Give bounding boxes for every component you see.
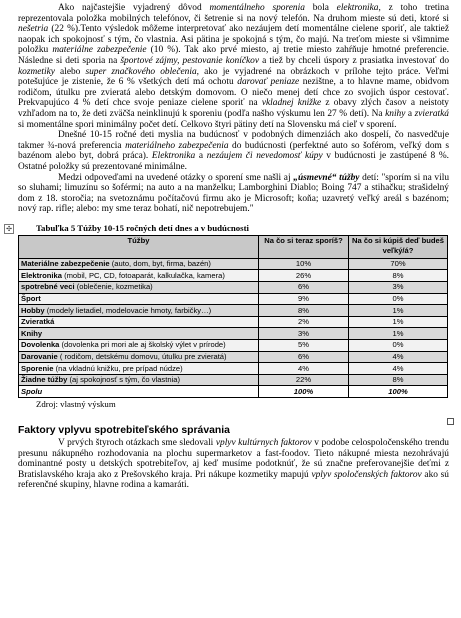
table-row <box>19 258 448 270</box>
wish-category: Materiálne zabezpečenie <box>21 259 110 269</box>
text-run: v budúcnosti je zastúpené 8 %. Ostatné položky sú prezentované minimálne. <box>18 151 449 172</box>
table-row <box>19 282 448 294</box>
total-label: Spolu <box>19 386 259 398</box>
wish-examples: (na vkladnú knižku, pre prípad núdze) <box>53 363 183 373</box>
saving-now-value: 8% <box>259 305 349 317</box>
wish-cell <box>19 340 259 352</box>
buy-future-value: 8% <box>349 270 448 282</box>
text-run: nezištne, a to hlavne mame, obidvom rodičom, útulku pre zvieratá alebo detským domovom. O niečo menej detí chce zo svojich úspor cestovať. Prekvapujúco 4 % detí chce svoje peniaze cielene sporiť na <box>18 77 449 109</box>
text-run: vplyv spoločenských faktorov <box>311 469 422 480</box>
text-run: a tiež by chceli úspory z prasiatka investovať do <box>259 55 450 66</box>
table-header-row <box>19 235 448 258</box>
text-run: a <box>405 108 415 119</box>
text-run: alebo <box>54 66 86 77</box>
table-row <box>19 328 448 340</box>
saving-now-value: 9% <box>259 293 349 305</box>
wish-cell <box>19 258 259 270</box>
text-run: a <box>195 151 207 162</box>
saving-now-value: 2% <box>259 316 349 328</box>
buy-future-value: 4% <box>349 351 448 363</box>
paragraph-current-saving <box>18 3 449 130</box>
table-source: Zdroj: vlastný výskum <box>36 399 116 409</box>
wish-examples: (mobil, PC, CD, fotoaparát, kalkulačka, kamera) <box>61 270 225 280</box>
table-row <box>19 270 448 282</box>
saving-now-value: 6% <box>259 351 349 363</box>
text-run: detí: "sporím si na vilu so sluhami; limuzínu so šoférmi; na auto a na manželku; Lamborghini Diablo; Boing 747 a stihačku; strašidelný dom z 18. storočia; na svetoznámu počítačovú firmu ako je Microsoft; koňa; uzavretý veľký areál s bazénom; <box>18 172 450 204</box>
text-run: materiálne zabezpečenie <box>52 45 147 56</box>
wish-examples: ( rodičom, detskému domovu, útulku pre zvieratá) <box>57 351 227 361</box>
text-run: Ako najčastejšie vyjadrený dôvod <box>58 3 210 13</box>
text-run: „úsmevné“ túžby <box>293 172 360 183</box>
wish-cell <box>19 374 259 386</box>
wish-examples: (aj spokojnosť s tým, čo vlastnia) <box>67 375 180 385</box>
total-future: 100% <box>349 386 448 398</box>
wishes-table <box>18 235 448 398</box>
total-now: 100% <box>259 386 349 398</box>
text-run: do budúcnosti (perfektné auto so šoférom, veľký dom s bazénom alebo byt, dobrá práca). <box>18 140 449 162</box>
text-run: V prvých štyroch otázkach sme sledovali <box>58 438 216 448</box>
wish-cell <box>19 293 259 305</box>
text-run: Medzi odpoveďami na uvedené otázky o sporení sme našli aj <box>58 172 294 183</box>
wish-examples: (dovolenka pri mori ale aj školský výlet v prírode) <box>59 340 226 350</box>
table-move-handle-icon[interactable]: ✣ <box>4 224 14 234</box>
saving-now-value: 3% <box>259 328 349 340</box>
header-saving-now: Na čo si teraz sporíš? <box>259 235 349 258</box>
text-run: super značkového oblečenia, <box>85 66 199 77</box>
paragraph-future-wishes <box>18 130 449 172</box>
text-run: darovať peniaze <box>237 77 300 88</box>
buy-future-value: 70% <box>349 258 448 270</box>
wish-examples: (modely lietadiel, modelovacie hmoty, farbičky…) <box>44 305 212 315</box>
wish-category: Hobby <box>21 305 45 315</box>
wish-cell <box>19 305 259 317</box>
text-run: nešetria <box>18 24 49 35</box>
wish-examples: (auto, dom, byt, firma, bazén) <box>109 259 211 269</box>
table-resize-handle[interactable] <box>447 418 454 425</box>
wish-examples: (oblečenie, kozmetika) <box>74 282 153 292</box>
buy-future-value: 1% <box>349 305 448 317</box>
text-run: materiálneho zabezpečenia <box>125 140 229 151</box>
table-row <box>19 351 448 363</box>
wish-cell <box>19 328 259 340</box>
header-wishes: Túžby <box>19 235 259 258</box>
buy-future-value: 0% <box>349 340 448 352</box>
text-run: knihy <box>385 108 406 119</box>
wish-category: Darovanie <box>21 351 58 361</box>
text-run: zvieratká <box>414 108 449 119</box>
wish-cell <box>19 316 259 328</box>
table-container <box>6 222 449 409</box>
paragraph-funny-wishes <box>18 173 449 215</box>
table-row <box>19 374 448 386</box>
saving-now-value: 6% <box>259 282 349 294</box>
saving-now-value: 22% <box>259 374 349 386</box>
text-run: (22 %).Tento výsledok môžeme interpretovať ako nezáujem detí momentálne cielene sporiť, ale taktiež naopak ich spokojnosť s tým, čo vlastnia. Asi pätina je spokojná s tým, čo majú. Na treťom mieste si všimnime položku <box>18 24 449 56</box>
paragraph-influence-factors <box>18 438 449 491</box>
saving-now-value: 5% <box>259 340 349 352</box>
wish-category: Sporenie <box>21 363 54 373</box>
text-run: ako je vyjadrené na obrázkoch v prílohe tejto práce. Veľmi potešujúce je zistenie, že 6 % všetkých detí má ochotu <box>18 66 449 88</box>
table-row <box>19 293 448 305</box>
table-row <box>19 340 448 352</box>
table-caption: Tabuľka 5 Túžby 10-15 ročných detí dnes a v budúcnosti <box>36 222 249 233</box>
text-run: vplyv kultúrnych faktorov <box>215 438 312 448</box>
text-run: momentálneho sporenia <box>209 3 305 13</box>
document-page <box>6 3 450 491</box>
header-buy-future: Na čo si kúpiš deď budeš veľký/á? <box>349 235 448 258</box>
text-run: bola <box>304 3 337 13</box>
text-run: nezáujem či nevedomosť kúpy <box>206 151 323 162</box>
buy-future-value: 4% <box>349 363 448 375</box>
wish-cell <box>19 351 259 363</box>
text-run: elektronika, <box>336 3 381 13</box>
wish-cell <box>19 363 259 375</box>
text-run: z toho tretina reprezentovala položka mobilných telefónov, či šetrenie si na nový telefón. Na druhom mieste sú deti, ktoré si <box>18 3 449 24</box>
text-run: (10 %). Tak ako prvé miesto, aj tretie miesto zahŕňuje hmotné preferencie. Následne si deti sporia na <box>18 45 449 66</box>
buy-future-value: 1% <box>349 328 448 340</box>
text-run: vkladnej knižke <box>261 98 322 109</box>
text-run: v podobe celospoločenského trendu presunu nákupného rozhodovania na plochu supermarketov a fast-foodov. Tieto nákupné miesta nezohrávajú dominantné posty u detských spotrebiteľov, aj keď musíme podotknúť, že sú značne preferovanejšie deťmi z Bratislavského kraja ako z Prešovského kraja. Pri nákupe kozmetiky mapujú <box>18 438 449 480</box>
wish-category: Elektronika <box>21 270 62 280</box>
table-row <box>19 305 448 317</box>
text-run: Dnešné 10-15 ročné deti myslia na budúcnosť v podobných dimenziách ako dospelí, čo nasvedčuje takmer ¾-nová preferencia <box>18 130 449 151</box>
saving-now-value: 10% <box>259 258 349 270</box>
text-run: športové zájmy, pestovanie koníčkov <box>120 55 259 66</box>
section-heading: Faktory vplyvu spotrebiteľského správania <box>18 425 230 436</box>
wish-category: Dovolenka <box>21 340 60 350</box>
wish-category: Žiadne túžby <box>21 375 68 385</box>
buy-future-value: 8% <box>349 374 448 386</box>
table-row <box>19 316 448 328</box>
wish-category: Knihy <box>21 328 43 338</box>
text-run: ako sú referenčné skupiny, hlavne rodina a kamaráti. <box>18 469 449 491</box>
saving-now-value: 26% <box>259 270 349 282</box>
table-row <box>19 363 448 375</box>
text-run: Elektronika <box>151 151 196 162</box>
text-run: si momentálne spori minimálny počet detí. Celkovo štyri pätiny detí na Slovensku má cieľ v sporení. <box>18 119 397 130</box>
wish-category: spotrebné veci <box>21 282 75 292</box>
wish-category: Zvieratká <box>21 317 55 327</box>
wish-cell <box>19 282 259 294</box>
text-run: z obavy zlých časov a neistoty vzhľadom na to, že deti zväčša neinklinujú k sporeniu (podľa našho výskumu len 27 % detí). Na <box>18 98 449 119</box>
table-total-row <box>19 386 448 398</box>
saving-now-value: 4% <box>259 363 349 375</box>
buy-future-value: 0% <box>349 293 448 305</box>
wish-category: Šport <box>21 293 41 303</box>
buy-future-value: 3% <box>349 282 448 294</box>
wish-cell <box>19 270 259 282</box>
text-run: nový rap. rifle; alebo: my sme teraz bohatí, nič nepotrebujem." <box>18 204 254 215</box>
buy-future-value: 1% <box>349 316 448 328</box>
text-run: kozmetiky <box>18 66 55 77</box>
